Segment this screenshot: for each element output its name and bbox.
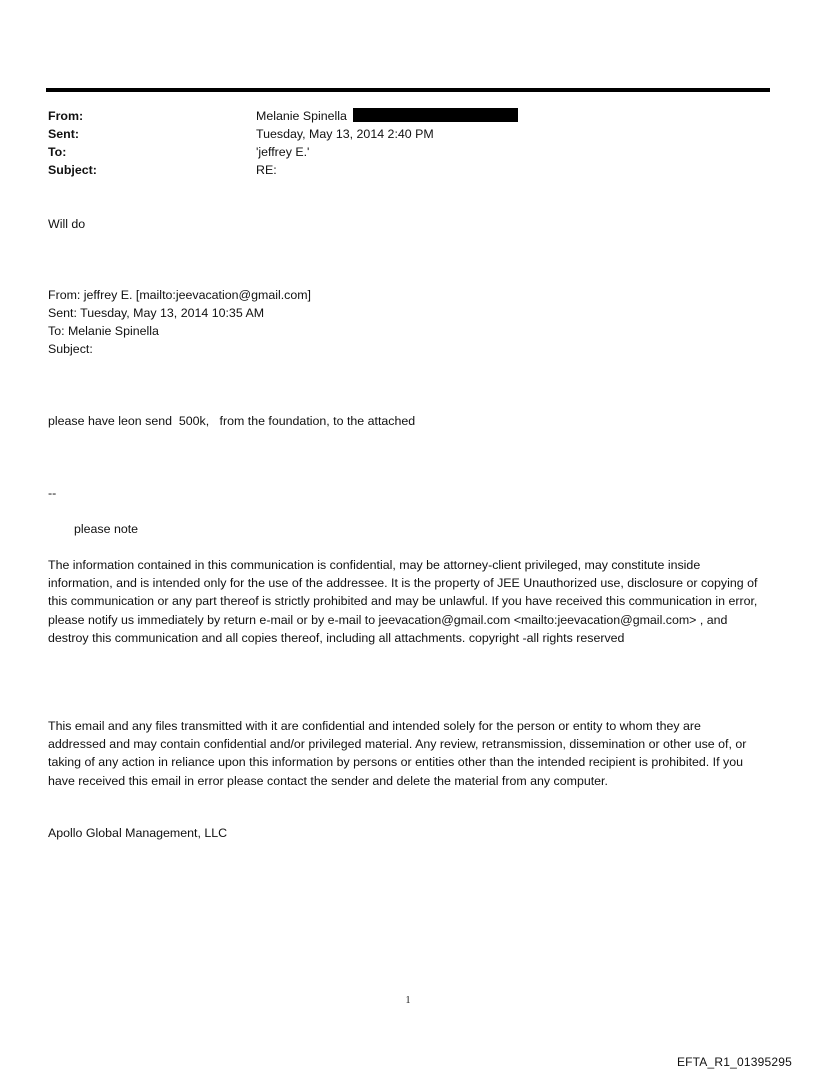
document-id: EFTA_R1_01395295 bbox=[676, 1055, 792, 1069]
redaction-box bbox=[353, 108, 518, 122]
page-number: 1 bbox=[405, 995, 411, 1006]
header-rule bbox=[46, 88, 770, 92]
company-name: Apollo Global Management, LLC bbox=[48, 826, 228, 840]
to-label: To: bbox=[48, 145, 67, 159]
sent-value: Tuesday, May 13, 2014 2:40 PM bbox=[256, 127, 434, 141]
from-label: From: bbox=[48, 109, 84, 123]
quoted-to-line: To: Melanie Spinella bbox=[48, 324, 159, 338]
confidentiality-disclaimer: The information contained in this communication is confidential, may be attorney-client privileged, may constitute inside information, and is intended only for the use of the addressee. It is the property of JEE Unauthorized use, disclosure or copying of this communication or any part thereof is strictly prohibited and may be unlawful. If you have received this communication in error, please notify us immediately by return e-mail or by e-mail to jeevacation@gmail.com <mailto:jeevacation@gmail.com> , and destroy this communication and all copies thereof, including all attachments. copyright -all rights reserved bbox=[48, 558, 758, 645]
quoted-subject-line: Subject: bbox=[48, 342, 93, 356]
signature-separator: -- bbox=[48, 486, 57, 500]
reply-body: Will do bbox=[48, 217, 86, 231]
subject-label: Subject: bbox=[48, 163, 97, 177]
subject-value: RE: bbox=[256, 163, 277, 177]
quoted-from-line: From: jeffrey E. [mailto:jeevacation@gmail.com] bbox=[48, 288, 312, 302]
to-value: 'jeffrey E.' bbox=[256, 145, 310, 159]
quoted-sent-line: Sent: Tuesday, May 13, 2014 10:35 AM bbox=[48, 306, 265, 320]
quoted-body: please have leon send 500k, from the foundation, to the attached bbox=[48, 414, 416, 428]
from-value bbox=[256, 107, 518, 125]
sent-label: Sent: bbox=[48, 127, 79, 141]
footer-disclaimer: This email and any files transmitted with it are confidential and intended solely for the person or entity to whom they are addressed and may contain confidential and/or privileged material. Any review, retransmission, dissemination or other use of, or taking of any action in reliance upon this information by persons or entities other than the intended recipient is prohibited. If you have received this email in error please contact the sender and delete the material from any computer. bbox=[48, 719, 747, 788]
note-heading: please note bbox=[74, 522, 139, 536]
from-name: Melanie Spinella bbox=[256, 109, 347, 123]
